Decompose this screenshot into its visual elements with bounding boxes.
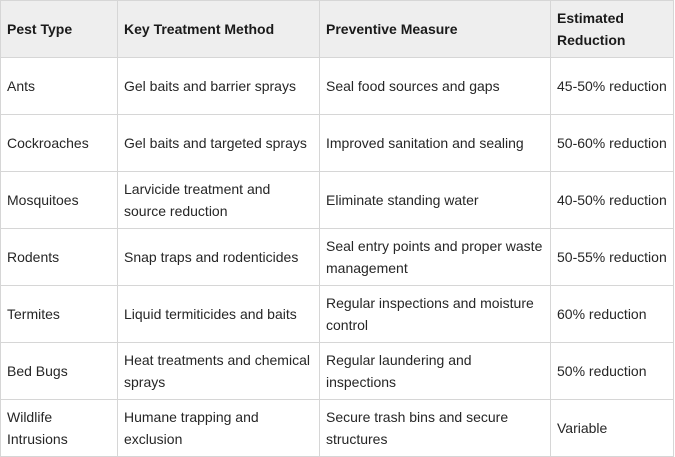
cell-preventive: Seal food sources and gaps	[320, 58, 551, 115]
header-estimated-reduction: Estimated Reduction	[551, 1, 674, 58]
cell-reduction: 60% reduction	[551, 286, 674, 343]
table-row	[1, 343, 674, 400]
header-pest-type: Pest Type	[1, 1, 118, 58]
table-header-row	[1, 1, 674, 58]
cell-treatment: Gel baits and barrier sprays	[118, 58, 320, 115]
cell-pest-type: Wildlife Intrusions	[1, 400, 118, 457]
cell-preventive: Regular inspections and moisture control	[320, 286, 551, 343]
cell-pest-type: Cockroaches	[1, 115, 118, 172]
cell-reduction: Variable	[551, 400, 674, 457]
cell-treatment: Humane trapping and exclusion	[118, 400, 320, 457]
cell-treatment: Gel baits and targeted sprays	[118, 115, 320, 172]
table-row	[1, 58, 674, 115]
table-row	[1, 400, 674, 457]
cell-pest-type: Ants	[1, 58, 118, 115]
table-row	[1, 229, 674, 286]
cell-treatment: Heat treatments and chemical sprays	[118, 343, 320, 400]
cell-reduction: 50% reduction	[551, 343, 674, 400]
cell-pest-type: Mosquitoes	[1, 172, 118, 229]
header-key-treatment-method: Key Treatment Method	[118, 1, 320, 58]
cell-treatment: Liquid termiticides and baits	[118, 286, 320, 343]
cell-reduction: 50-60% reduction	[551, 115, 674, 172]
cell-pest-type: Bed Bugs	[1, 343, 118, 400]
cell-pest-type: Rodents	[1, 229, 118, 286]
cell-reduction: 40-50% reduction	[551, 172, 674, 229]
cell-pest-type: Termites	[1, 286, 118, 343]
cell-reduction: 50-55% reduction	[551, 229, 674, 286]
cell-preventive: Secure trash bins and secure structures	[320, 400, 551, 457]
cell-reduction: 45-50% reduction	[551, 58, 674, 115]
table-row	[1, 286, 674, 343]
cell-preventive: Eliminate standing water	[320, 172, 551, 229]
table-row	[1, 172, 674, 229]
header-preventive-measure: Preventive Measure	[320, 1, 551, 58]
table-row	[1, 115, 674, 172]
cell-preventive: Improved sanitation and sealing	[320, 115, 551, 172]
cell-preventive: Regular laundering and inspections	[320, 343, 551, 400]
cell-treatment: Snap traps and rodenticides	[118, 229, 320, 286]
cell-preventive: Seal entry points and proper waste management	[320, 229, 551, 286]
cell-treatment: Larvicide treatment and source reduction	[118, 172, 320, 229]
